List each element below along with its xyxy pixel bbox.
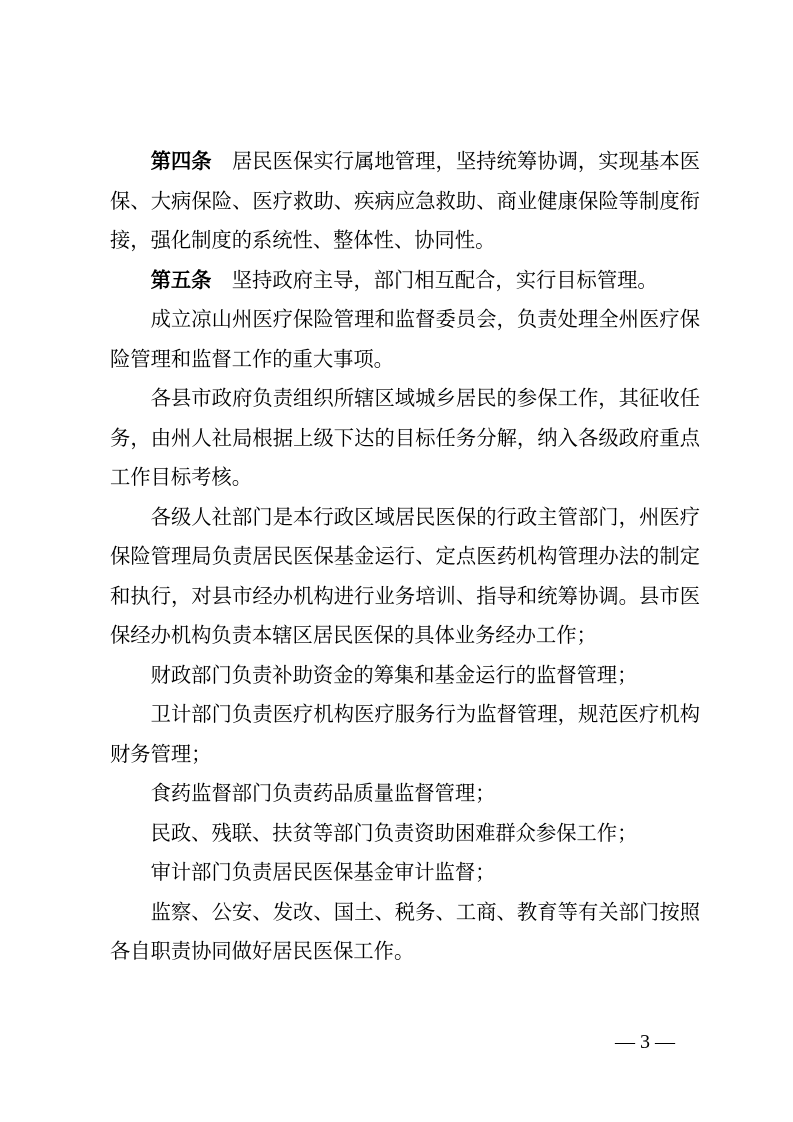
paragraph-county-government: 各县市政府负责组织所辖区域城乡居民的参保工作，其征收任务，由州人社局根据上级下达的目标任务分解，纳入各级政府重点工作目标考核。 [110, 386, 700, 489]
paragraph-social-security: 各级人社部门是本行政区域居民医保的行政主管部门，州医疗保险管理局负责居民医保基金运行、定点医药机构管理办法的制定和执行，对县市经办机构进行业务培训、指导和统筹协调。县市医保经办机构负责本辖区居民医保的具体业务经办工作； [110, 504, 700, 647]
paragraph-other-departments: 监察、公安、发改、国土、税务、工商、教育等有关部门按照各自职责协同做好居民医保工作。 [110, 899, 700, 963]
article-4-paragraph [110, 142, 700, 261]
paragraph-audit: 审计部门负责居民医保基金审计监督； [150, 860, 496, 884]
paragraph-finance: 财政部门负责补助资金的筹集和基金运行的监督管理； [150, 662, 638, 687]
page-number: — 3 — [615, 1031, 675, 1053]
paragraph-food-drug: 食药监督部门负责药品质量监督管理； [150, 781, 496, 805]
article-5-paragraph [110, 261, 700, 301]
paragraph-committee: 成立凉山州医疗保险管理和监督委员会，负责处理全州医疗保险管理和监督工作的重大事项。 [110, 307, 700, 371]
article-5-text: 坚持政府主导，部门相互配合，实行目标管理。 [231, 267, 658, 292]
article-5-label: 第五条 [150, 267, 212, 292]
article-4-label: 第四条 [150, 149, 212, 173]
article-4-text: 居民医保实行属地管理，坚持统筹协调，实现基本医保、大病保险、医疗救助、疾病应急救助、商业健康保险等制度衔接，强化制度的系统性、整体性、协同性。 [110, 149, 700, 252]
paragraph-health: 卫计部门负责医疗机构医疗服务行为监督管理，规范医疗机构财务管理； [110, 702, 700, 766]
document-body [110, 142, 700, 972]
paragraph-civil-affairs: 民政、残联、扶贫等部门负责资助困难群众参保工作； [150, 820, 638, 845]
